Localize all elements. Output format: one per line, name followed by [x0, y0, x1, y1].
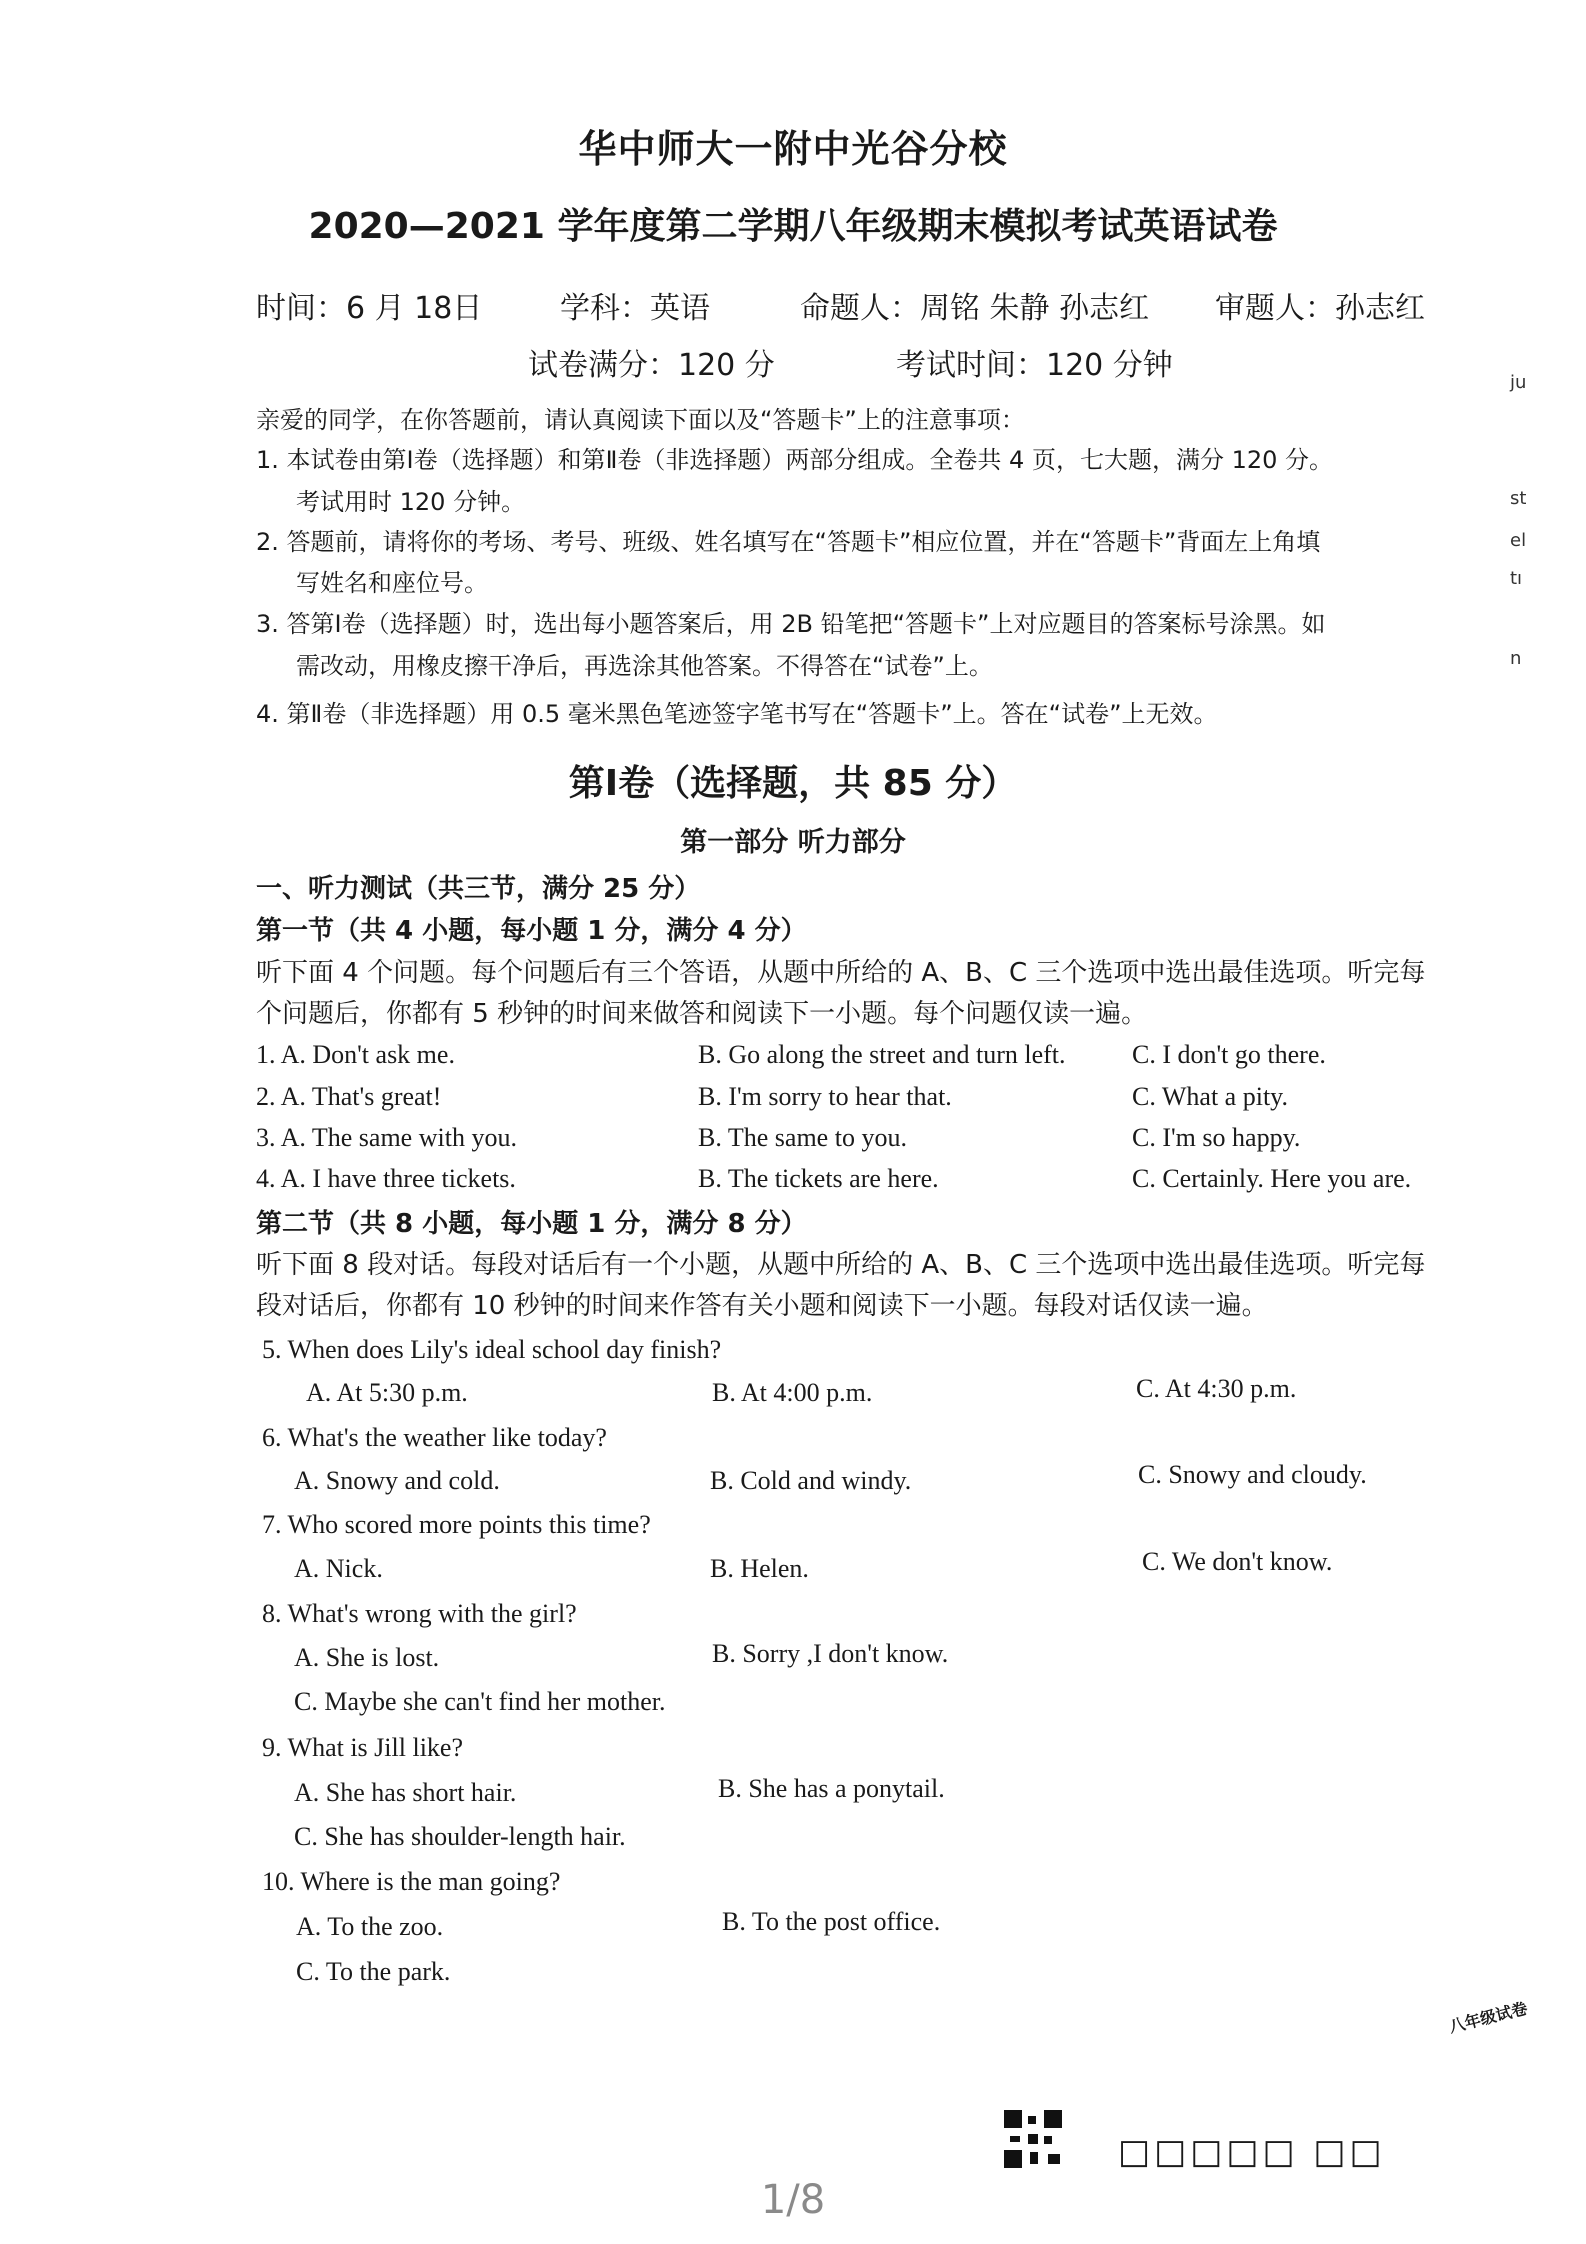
volume-1-title: 第Ⅰ卷（选择题，共 85 分） [568, 763, 1018, 804]
q2-option-b: B. I'm sorry to hear that. [698, 1082, 952, 1111]
margin-fragment: el [1510, 530, 1527, 551]
q7-option-a: A. Nick. [294, 1554, 383, 1583]
q7-stem: 7. Who scored more points this time? [262, 1510, 651, 1539]
listening-heading: 一、听力测试（共三节，满分 25 分） [256, 874, 701, 904]
q5-option-a: A. At 5:30 p.m. [306, 1378, 468, 1407]
exam-title: 2020—2021 学年度第二学期八年级期末模拟考试英语试卷 [308, 206, 1278, 247]
section-1-instructions-cont: 个问题后，你都有 5 秒钟的时间来做答和阅读下一小题。每个问题仅读一遍。 [256, 999, 1148, 1029]
section-2-instructions: 听下面 8 段对话。每段对话后有一个小题，从题中所给的 A、B、C 三个选项中选出最佳选项。听完每 [256, 1250, 1426, 1280]
q8-option-a: A. She is lost. [294, 1643, 440, 1672]
section-1-title: 第一节（共 4 小题，每小题 1 分，满分 4 分） [256, 916, 807, 946]
page-indicator: 1/8 [760, 2177, 826, 2223]
q2-option-c: C. What a pity. [1132, 1082, 1288, 1111]
q1-option-b: B. Go along the street and turn left. [698, 1040, 1066, 1069]
notice-rule-2: 2. 答题前，请将你的考场、考号、班级、姓名填写在“答题卡”相应位置，并在“答题卡”背面左上角填 [256, 528, 1321, 556]
q7-option-b: B. Helen. [710, 1554, 809, 1583]
notice-intro: 亲爱的同学，在你答题前，请认真阅读下面以及“答题卡”上的注意事项： [256, 406, 1025, 434]
q6-option-b: B. Cold and windy. [710, 1466, 912, 1495]
q10-option-b: B. To the post office. [722, 1907, 941, 1936]
q9-option-a: A. She has short hair. [294, 1778, 517, 1807]
q5-stem: 5. When does Lily's ideal school day finish? [262, 1335, 722, 1364]
q1-option-c: C. I don't go there. [1132, 1040, 1326, 1069]
reviewer: 审题人：孙志红 [1215, 291, 1425, 326]
section-2-instructions-cont: 段对话后，你都有 10 秒钟的时间来作答有关小题和阅读下一小题。每段对话仅读一遍。 [256, 1291, 1268, 1321]
section-1-instructions: 听下面 4 个问题。每个问题后有三个答语，从题中所给的 A、B、C 三个选项中选出最佳选项。听完每 [256, 958, 1426, 988]
q5-option-c: C. At 4:30 p.m. [1136, 1374, 1297, 1403]
exam-subject: 学科：英语 [560, 291, 710, 326]
margin-fragment: tı [1510, 568, 1523, 589]
notice-rule-3-cont: 需改动，用橡皮擦干净后，再选涂其他答案。不得答在“试卷”上。 [296, 652, 993, 680]
section-2-title: 第二节（共 8 小题，每小题 1 分，满分 8 分） [256, 1209, 807, 1239]
qr-caption: □□□□□ □□ [1118, 2132, 1386, 2172]
notice-rule-1: 1. 本试卷由第Ⅰ卷（选择题）和第Ⅱ卷（非选择题）两部分组成。全卷共 4 页，七大题，满分 120 分。 [256, 446, 1334, 474]
q7-option-c: C. We don't know. [1142, 1547, 1333, 1576]
school-name: 华中师大一附中光谷分校 [578, 127, 1008, 171]
q2-option-a: 2. A. That's great! [256, 1082, 442, 1111]
notice-rule-1-cont: 考试用时 120 分钟。 [296, 488, 526, 516]
exam-date: 时间：6 月 18日 [256, 291, 483, 326]
q1-option-a: 1. A. Don't ask me. [256, 1040, 455, 1069]
q8-option-b: B. Sorry ,I don't know. [712, 1639, 949, 1668]
exam-duration: 考试时间：120 分钟 [896, 348, 1173, 383]
full-score: 试卷满分：120 分 [528, 348, 775, 383]
q4-option-b: B. The tickets are here. [698, 1164, 939, 1193]
q6-option-a: A. Snowy and cold. [294, 1466, 500, 1495]
q9-option-c: C. She has shoulder-length hair. [294, 1822, 626, 1851]
q3-option-b: B. The same to you. [698, 1123, 907, 1152]
q8-option-c: C. Maybe she can't find her mother. [294, 1687, 666, 1716]
qr-code-icon [1004, 2110, 1062, 2168]
q5-option-b: B. At 4:00 p.m. [712, 1378, 873, 1407]
q10-stem: 10. Where is the man going? [262, 1867, 561, 1896]
margin-fragment: ju [1510, 372, 1527, 393]
q6-option-c: C. Snowy and cloudy. [1138, 1460, 1367, 1489]
q4-option-c: C. Certainly. Here you are. [1132, 1164, 1412, 1193]
grade-paper-note: 八年级试卷 [1447, 1998, 1530, 2037]
q3-option-c: C. I'm so happy. [1132, 1123, 1301, 1152]
q3-option-a: 3. A. The same with you. [256, 1123, 517, 1152]
q6-stem: 6. What's the weather like today? [262, 1423, 607, 1452]
q10-option-c: C. To the park. [296, 1957, 451, 1986]
q10-option-a: A. To the zoo. [296, 1912, 444, 1941]
q9-option-b: B. She has a ponytail. [718, 1774, 945, 1803]
notice-rule-2-cont: 写姓名和座位号。 [296, 569, 488, 597]
q4-option-a: 4. A. I have three tickets. [256, 1164, 516, 1193]
notice-rule-3: 3. 答第Ⅰ卷（选择题）时，选出每小题答案后，用 2B 铅笔把“答题卡”上对应题目的答案标号涂黑。如 [256, 610, 1326, 638]
part-1-title: 第一部分 听力部分 [680, 827, 906, 858]
q8-stem: 8. What's wrong with the girl? [262, 1599, 577, 1628]
q9-stem: 9. What is Jill like? [262, 1733, 463, 1762]
question-setters: 命题人：周铭 朱静 孙志红 [800, 291, 1150, 326]
notice-rule-4: 4. 第Ⅱ卷（非选择题）用 0.5 毫米黑色笔迹签字笔书写在“答题卡”上。答在“试卷”上无效。 [256, 700, 1218, 728]
margin-fragment: st [1510, 488, 1527, 509]
margin-fragment: n [1510, 648, 1522, 669]
